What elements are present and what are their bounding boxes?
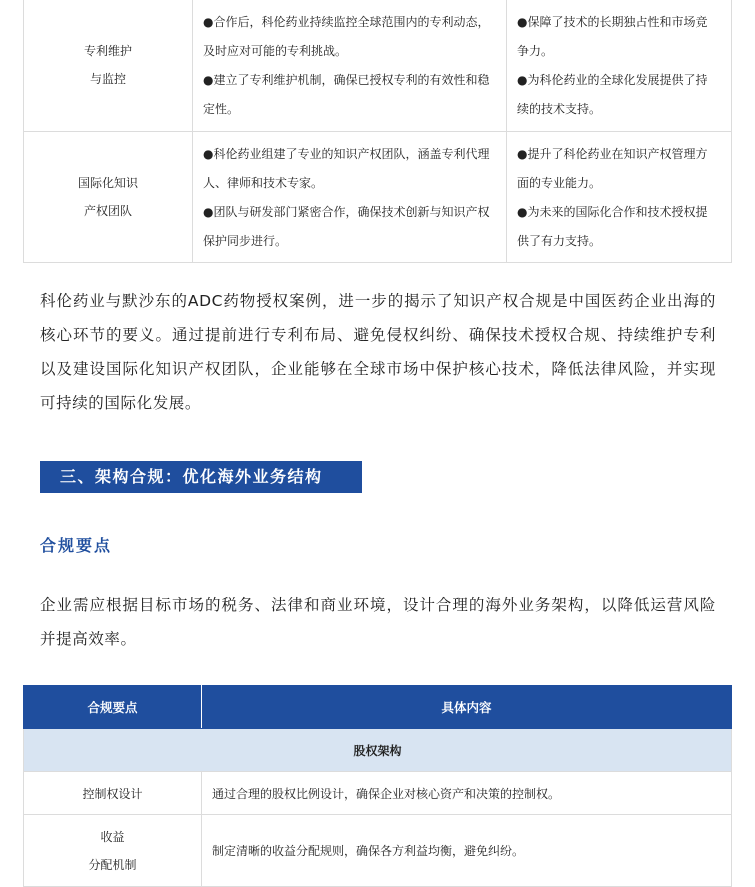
row-label: 国际化知识 产权团队 <box>24 132 193 263</box>
table-row <box>24 772 732 815</box>
row-value: 制定清晰的收益分配规则，确保各方利益均衡，避免纠纷。 <box>202 815 732 887</box>
summary-paragraph: 科伦药业与默沙东的ADC药物授权案例，进一步的揭示了知识产权合规是中国医药企业出海的核心环节的要义。通过提前进行专利布局、避免侵权纠纷、确保技术授权合规、持续维护专利以及建设国际化知识产权团队，企业能够在全球市场中保护核心技术，降低法律风险，并实现可持续的国际化发展。 <box>40 292 716 412</box>
actions-cell: ●科伦药业组建了专业的知识产权团队，涵盖专利代理人、律师和技术专家。 ●团队与研发部门紧密合作，确保技术创新与知识产权保护同步进行。 <box>193 132 507 263</box>
row-key: 控制权设计 <box>24 772 202 815</box>
intro-paragraph: 企业需应根据目标市场的税务、法律和商业环境，设计合理的海外业务架构，以降低运营风险并提高效率。 <box>40 596 716 648</box>
table-row <box>24 132 732 263</box>
subheading: 合规要点 <box>40 536 113 555</box>
column-header: 合规要点 <box>24 686 202 729</box>
actions-cell: ●合作后，科伦药业持续监控全球范围内的专利动态，及时应对可能的专利挑战。 ●建立了专利维护机制，确保已授权专利的有效性和稳定性。 <box>193 0 507 132</box>
column-header: 具体内容 <box>202 686 732 729</box>
case-table <box>23 0 732 263</box>
table-header-row <box>24 686 732 729</box>
table-row <box>24 815 732 887</box>
group-row <box>24 729 732 772</box>
row-label: 专利维护 与监控 <box>24 0 193 132</box>
effects-cell: ●保障了技术的长期独占性和市场竞争力。 ●为科伦药业的全球化发展提供了持续的技术支持。 <box>507 0 732 132</box>
effects-cell: ●提升了科伦药业在知识产权管理方面的专业能力。 ●为未来的国际化合作和技术授权提供了有力支持。 <box>507 132 732 263</box>
row-value: 通过合理的股权比例设计，确保企业对核心资产和决策的控制权。 <box>202 772 732 815</box>
section-heading: 三、架构合规：优化海外业务结构 <box>40 461 362 493</box>
table-row <box>24 0 732 132</box>
group-title: 股权架构 <box>24 729 732 772</box>
row-key: 收益 分配机制 <box>24 815 202 887</box>
compliance-table <box>23 685 732 887</box>
